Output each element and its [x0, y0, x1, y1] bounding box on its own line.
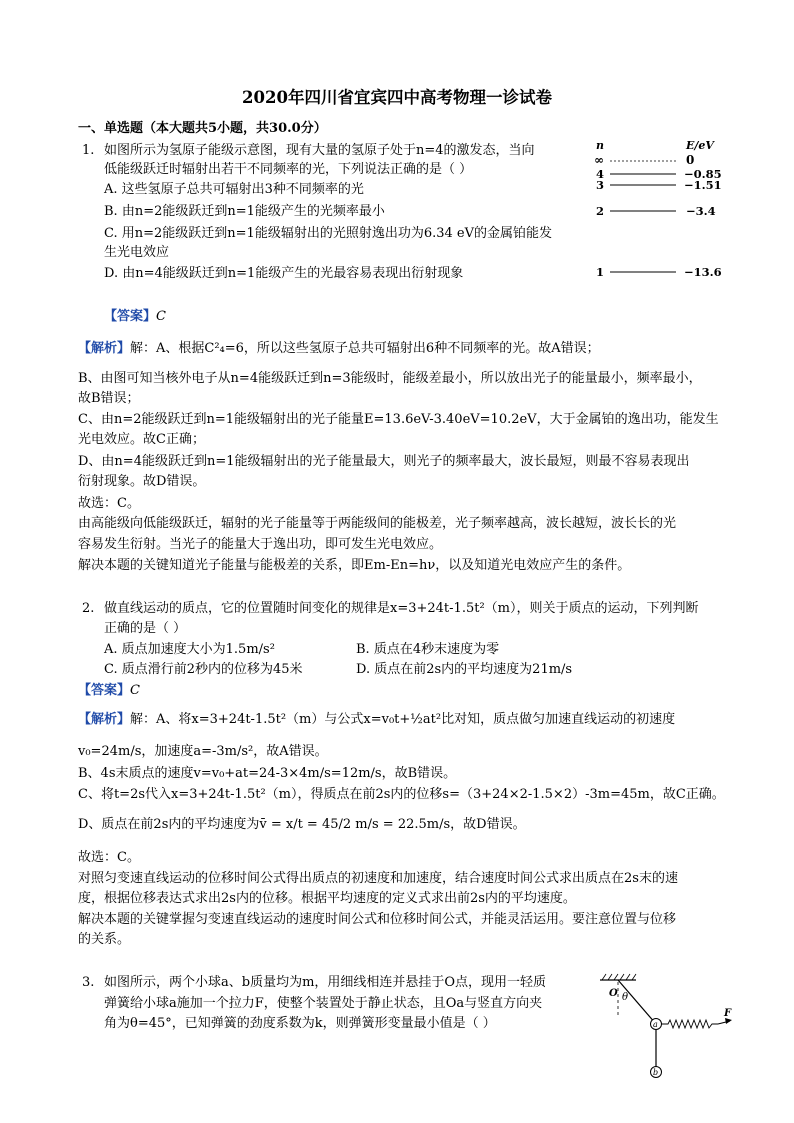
energy-level-diagram [588, 138, 738, 288]
label-a: a [653, 1020, 658, 1029]
answer-label: 【答案】 [104, 309, 157, 324]
analysis-line: 故B错误； [78, 391, 140, 406]
level-n-label: 4 [596, 167, 605, 181]
analysis-line: 度，根据位移表达式求出2s内的位移。根据平均速度的定义式求出前2s内的平均速度。 [78, 891, 576, 906]
option-c: C. 质点滑行前2秒内的位移为45米 [104, 662, 303, 677]
question-stem-line: 角为θ=45°，已知弹簧的劲度系数为k，则弹簧形变量最小值是（ ） [104, 1016, 496, 1031]
option-d: D. 质点在前2s内的平均速度为21m/s [356, 662, 573, 677]
analysis-line: 解决本题的关键掌握匀变速直线运动的速度时间公式和位移时间公式，并能灵活运用。要注意位置与位移 [78, 912, 677, 927]
analysis-line [78, 712, 675, 728]
n-header: n [596, 139, 604, 152]
analysis-label: 【解析】 [78, 341, 131, 356]
section-heading: 一、单选题（本大题共5小题，共30.0分） [78, 121, 327, 136]
analysis-line: 故选：C。 [78, 496, 140, 511]
analysis-line: D、质点在前2s内的平均速度为v̄ = x/t = 45/2 m/s = 22.5m/s，故D错误。 [78, 817, 526, 832]
option-b: B. 质点在4秒末速度为零 [356, 642, 500, 657]
option-c-continued: 生光电效应 [104, 245, 170, 260]
answer-value: C [156, 309, 166, 324]
level-e-label: −0.85 [684, 167, 722, 181]
question-stem-line: 正确的是（ ） [104, 621, 187, 636]
analysis-line: 故选：C。 [78, 850, 140, 865]
spring [662, 1020, 718, 1028]
analysis-line: 容易发生衍射。当光子的能量大于逸出功，即可发生光电效应。 [78, 537, 443, 552]
label-o: O [609, 988, 618, 999]
option-c: C. 用n=2能级跃迁到n=1能级辐射出的光照射逸出功为6.34 eV的金属铂能发 [104, 226, 552, 241]
page-title: 2020年四川省宜宾四中高考物理一诊试卷 [242, 88, 552, 107]
option-a: A. 质点加速度大小为1.5m/s² [104, 642, 275, 657]
analysis-text: 解：A、根据C²₄=6，所以这些氢原子总共可辐射出6种不同频率的光。故A错误； [130, 341, 600, 356]
option-a: A. 这些氢原子总共可辐射出3种不同频率的光 [104, 182, 364, 197]
option-d: D. 由n=4能级跃迁到n=1能级产生的光最容易表现出衍射现象 [104, 266, 464, 281]
analysis-line: 由高能级向低能级跃迁，辐射的光子能量等于两能级间的能极差，光子频率越高，波长越短，波长长的光 [78, 516, 677, 531]
analysis-line: 解决本题的关键知道光子能量与能极差的关系，即Em-En=hν，以及知道光电效应产生的条件。 [78, 558, 631, 573]
question-stem-line: 如图所示，两个小球a、b质量均为m，用细线相连并悬挂于O点，现用一轻质 [104, 975, 547, 990]
analysis-line: 光电效应。故C正确； [78, 432, 205, 447]
level-n-label: ∞ [594, 153, 604, 167]
analysis-line: B、由图可知当核外电子从n=4能级跃迁到n=3能级时，能级差最小，所以放出光子的能量最小，频率最小， [78, 371, 702, 386]
answer-label: 【答案】 [78, 683, 131, 698]
analysis-line: C、将t=2s代入x=3+24t-1.5t²（m），得质点在前2s内的位移s=（3+24×2-1.5×2）-3m=45m，故C正确。 [78, 787, 725, 802]
level-e-label: −1.51 [684, 178, 722, 192]
answer-value: C [130, 683, 140, 698]
analysis-line: 衍射现象。故D错误。 [78, 474, 206, 489]
label-b: b [653, 1068, 659, 1077]
analysis-line: D、由n=4能级跃迁到n=1能级辐射出的光子能量最大，则光子的频率最大，波长最短，则最不容易表现出 [78, 454, 690, 469]
question-number: 1. [82, 143, 95, 158]
analysis-line: B、4s末质点的速度v=v₀+at=24-3×4m/s=12m/s，故B错误。 [78, 766, 457, 781]
answer-line [78, 683, 140, 699]
analysis-line: 对照匀变速直线运动的位移时间公式得出质点的初速度和加速度，结合速度时间公式求出质点在2s末的速 [78, 871, 678, 886]
energy-header: E/eV [686, 139, 714, 152]
question-stem-line: 弹簧给小球a施加一个拉力F，使整个装置处于静止状态，且Oa与竖直方向夹 [104, 996, 543, 1011]
analysis-line [78, 341, 600, 357]
analysis-line: v₀=24m/s，加速度a=-3m/s²，故A错误。 [78, 744, 328, 759]
ceiling-hatch [602, 974, 636, 980]
analysis-text: 解：A、将x=3+24t-1.5t²（m）与公式x=v₀t+½at²比对知，质点做匀加速直线运动的初速度 [130, 712, 676, 727]
question-stem-line: 如图所示为氢原子能级示意图，现有大量的氢原子处于n=4的激发态，当向 [104, 143, 535, 158]
spring-ball-figure [596, 972, 756, 1082]
level-n-label: 2 [596, 204, 605, 218]
analysis-line: 的关系。 [78, 932, 131, 947]
question-number: 2. [82, 601, 95, 616]
label-f: F [724, 1008, 732, 1019]
level-e-label: −3.4 [686, 204, 716, 218]
question-stem-line: 做直线运动的质点，它的位置随时间变化的规律是x=3+24t-1.5t²（m），则关于质点的运动，下列判断 [104, 601, 699, 616]
level-n-label: 3 [596, 178, 605, 192]
level-e-label: 0 [686, 153, 695, 167]
analysis-label: 【解析】 [78, 712, 131, 727]
analysis-line: C、由n=2能级跃迁到n=1能级辐射出的光子能量E=13.6eV-3.40eV=10.2eV，大于金属铂的逸出功，能发生 [78, 412, 719, 427]
answer-line [104, 309, 166, 325]
question-number: 3. [82, 975, 95, 990]
question-stem-line: 低能级跃迁时辐射出若干不同频率的光，下列说法正确的是（ ） [104, 162, 473, 177]
level-n-label: 1 [596, 265, 605, 279]
level-e-label: −13.6 [684, 265, 722, 279]
label-theta: θ [622, 992, 629, 1003]
option-b: B. 由n=2能级跃迁到n=1能级产生的光频率最小 [104, 204, 385, 219]
